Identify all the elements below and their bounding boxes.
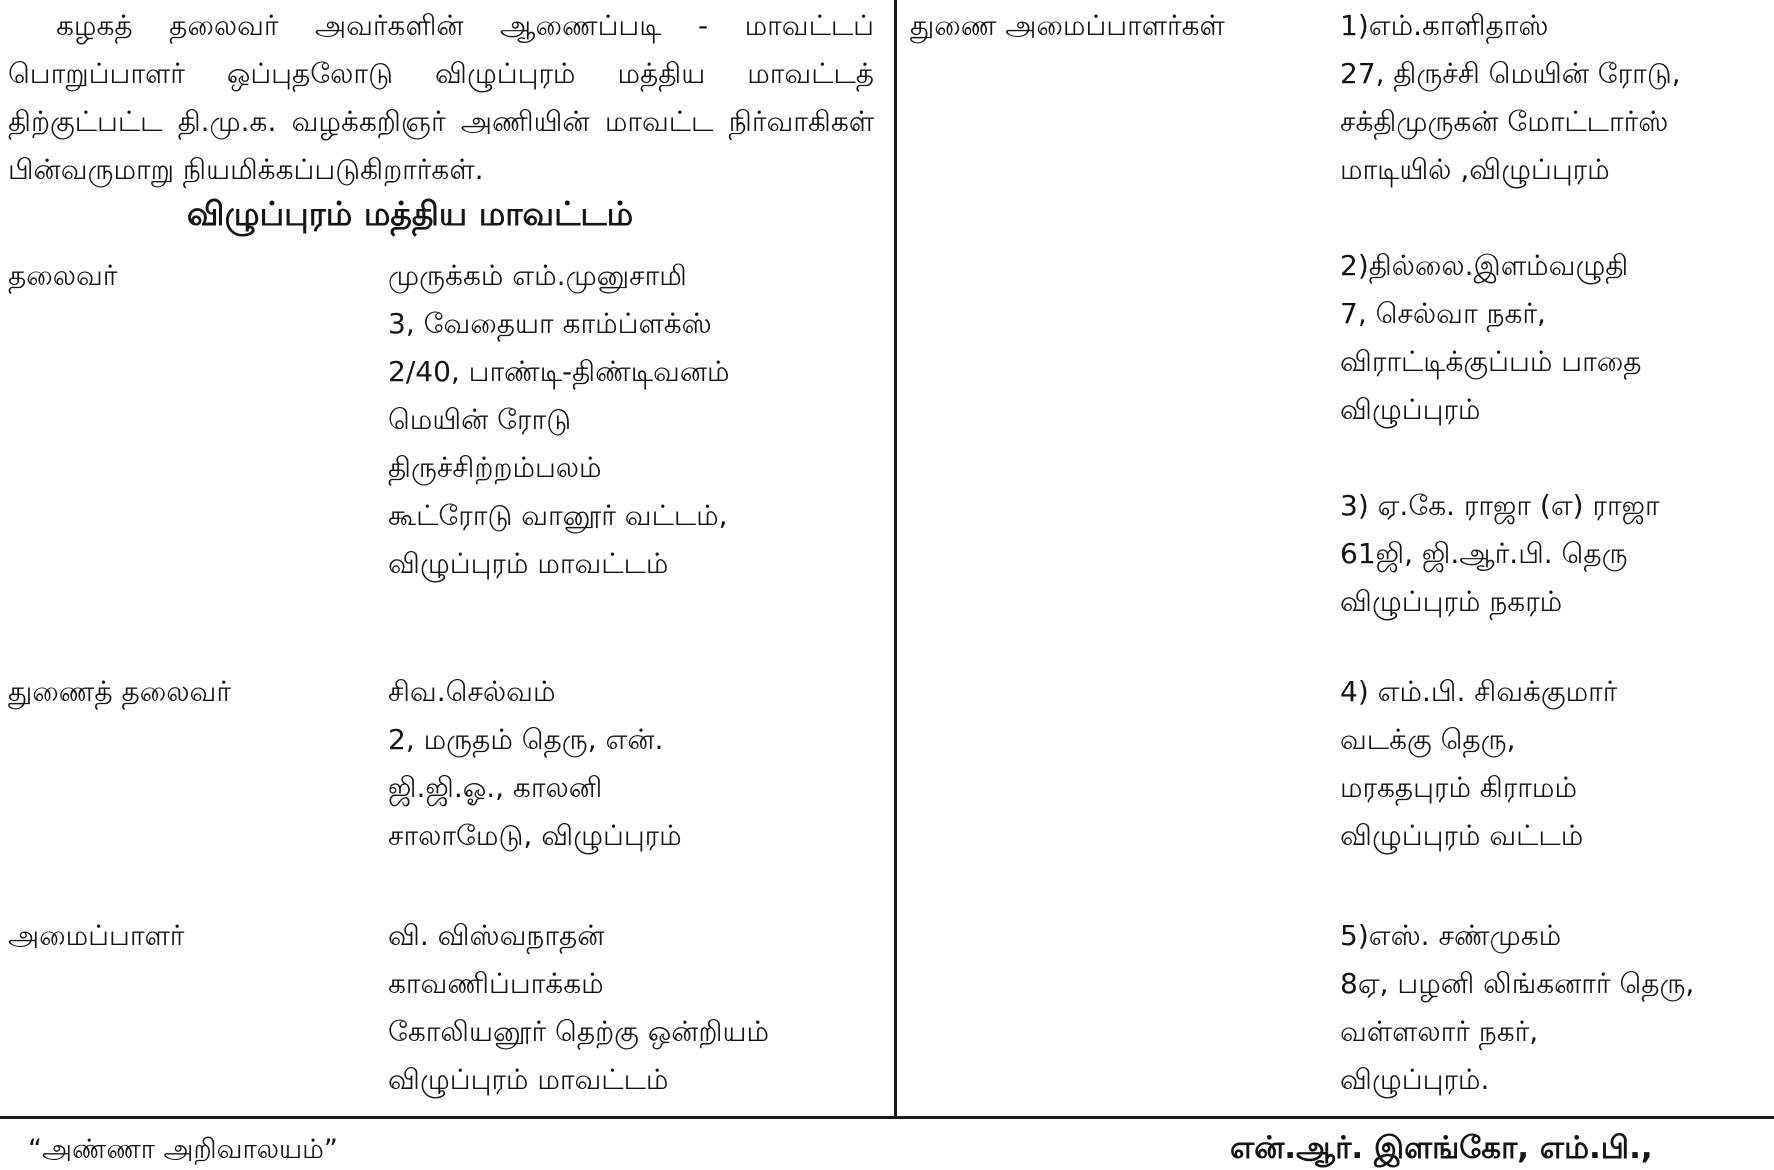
district-title: விழுப்புரம் மத்திய மாவட்டம்	[186, 194, 634, 233]
role-label-organizer: அமைப்பாளர்	[8, 919, 185, 952]
column-divider	[894, 0, 897, 1118]
address-line: விழுப்புரம்.	[1340, 1063, 1490, 1096]
address-line: காவணிப்பாக்கம்	[388, 967, 604, 1000]
address-line: விழுப்புரம் நகரம்	[1340, 585, 1563, 618]
address-line: 2/40, பாண்டி-திண்டிவனம்	[388, 355, 730, 388]
role-label-deputy-organizers: துணை அமைப்பாளர்கள்	[910, 9, 1225, 42]
intro-paragraph: கழகத் தலைவர் அவர்களின் ஆணைப்படி - மாவட்டப் பொறுப்பாளர் ஒப்புதலோடு விழுப்புரம் மத்திய மாவட்டத் திற்குட்பட்ட தி.மு.க. வழக்கறிஞர் அணியின் மாவட்ட நிர்வாகிகள் பின்வருமாறு நியமிக்கப்படுகிறார்கள்.	[8, 9, 874, 186]
address-line: கூட்ரோடு வானூர் வட்டம்,	[388, 499, 728, 532]
address-line: 4) எம்.பி. சிவக்குமார்	[1340, 675, 1618, 708]
address-line: சாலாமேடு, விழுப்புரம்	[388, 819, 682, 852]
address-line: விழுப்புரம் மாவட்டம்	[388, 1063, 669, 1096]
address-line: சக்திமுருகன் மோட்டார்ஸ்	[1340, 105, 1669, 138]
address-line: வடக்கு தெரு,	[1340, 723, 1516, 756]
address-line: 2, மருதம் தெரு, என்.	[388, 723, 664, 756]
address-line: வள்ளலார் நகர்,	[1340, 1015, 1539, 1048]
address-line: வி. விஸ்வநாதன்	[388, 919, 605, 952]
address-line: மெயின் ரோடு	[388, 403, 572, 436]
footer-signatory-name: என்.ஆர். இளங்கோ, எம்.பி.,	[1230, 1130, 1653, 1166]
address-line: 3) ஏ.கே. ராஜா (எ) ராஜா	[1340, 489, 1660, 522]
address-line: சிவ.செல்வம்	[388, 675, 556, 708]
deputy-organizer-5	[1340, 912, 1694, 1104]
address-line: கோலியனூர் தெற்கு ஒன்றியம்	[388, 1015, 770, 1048]
address-line: 61ஜி, ஜி.ஆர்.பி. தெரு	[1340, 537, 1628, 570]
address-line: 7, செல்வா நகர்,	[1340, 297, 1546, 330]
address-line: விழுப்புரம் வட்டம்	[1340, 819, 1584, 852]
address-line: 1)எம்.காளிதாஸ்	[1340, 9, 1549, 42]
vice-president-address-block	[388, 668, 682, 860]
address-line: விழுப்புரம் மாவட்டம்	[388, 547, 669, 580]
address-line: முருக்கம் எம்.முனுசாமி	[388, 259, 687, 292]
deputy-organizer-3	[1340, 482, 1660, 626]
role-label-president: தலைவர்	[8, 259, 118, 292]
role-label-vice-president: துணைத் தலைவர்	[8, 675, 231, 708]
address-line: திருச்சிற்றம்பலம்	[388, 451, 602, 484]
address-line: விழுப்புரம்	[1340, 393, 1481, 426]
address-line: விராட்டிக்குப்பம் பாதை	[1340, 345, 1642, 378]
deputy-organizer-4	[1340, 668, 1617, 860]
address-line: 5)எஸ். சண்முகம்	[1340, 919, 1562, 952]
deputy-organizer-1	[1340, 2, 1681, 194]
organizer-address-block	[388, 912, 769, 1104]
address-line: 2)தில்லை.இளம்வழுதி	[1340, 249, 1629, 282]
address-line: 27, திருச்சி மெயின் ரோடு,	[1340, 57, 1681, 90]
footer-office-name: “அண்ணா அறிவாலயம்”	[28, 1134, 338, 1165]
address-line: ஜி.ஜி.ஓ., காலனி	[388, 771, 603, 804]
address-line: 3, வேதையா காம்ப்ளக்ஸ்	[388, 307, 712, 340]
address-line: மாடியில் ,விழுப்புரம்	[1340, 153, 1610, 186]
deputy-organizer-2	[1340, 242, 1641, 434]
address-line: மரகதபுரம் கிராமம்	[1340, 771, 1577, 804]
address-line: 8ஏ, பழனி லிங்கனார் தெரு,	[1340, 967, 1695, 1000]
footer-divider	[0, 1116, 1774, 1119]
president-address-block	[388, 252, 730, 588]
